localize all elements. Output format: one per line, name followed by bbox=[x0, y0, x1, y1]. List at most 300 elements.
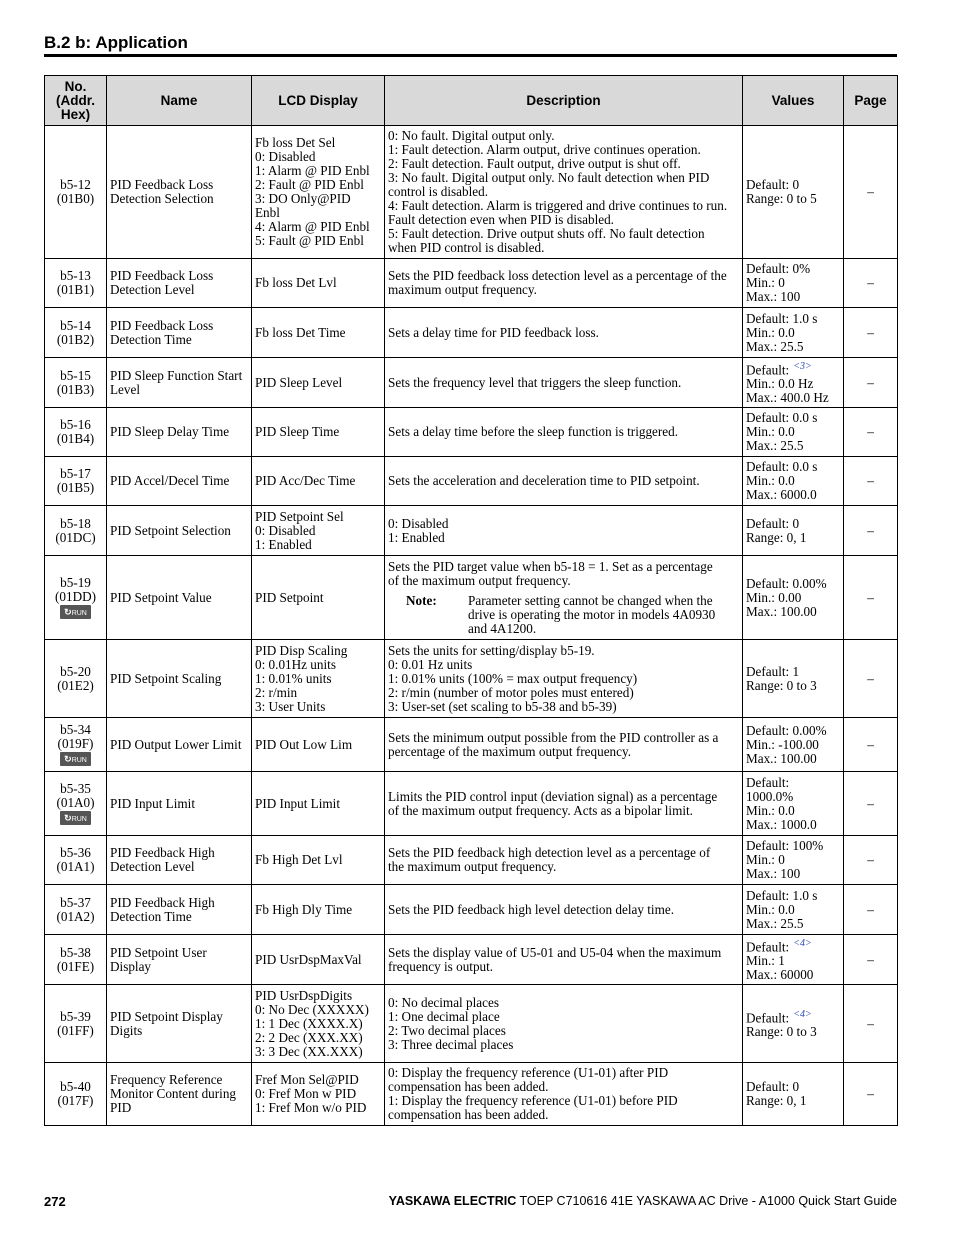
param-name-line: PID Accel/Decel Time bbox=[110, 473, 230, 488]
description-line: Sets the frequency level that triggers the sleep function. bbox=[388, 374, 682, 390]
param-number: b5-40 bbox=[60, 1079, 91, 1094]
table-row bbox=[45, 640, 898, 718]
param-address: (01A2) bbox=[56, 908, 95, 924]
lcd-display-line: 3: 3 Dec (XX.XXX) bbox=[255, 1043, 363, 1059]
param-address: (01FE) bbox=[56, 958, 95, 974]
values-line bbox=[746, 1025, 840, 1039]
param-number: b5-37 bbox=[60, 894, 91, 910]
description-line: Sets a delay time before the sleep function is triggered. bbox=[388, 424, 679, 439]
values-line bbox=[746, 326, 840, 340]
page-ref-cell: – bbox=[844, 718, 898, 772]
lcd-display-line: 4: Alarm @ PID Enbl bbox=[255, 219, 370, 234]
values-text: Max.: 25.5 bbox=[746, 438, 804, 453]
description-line: 1: Display the frequency reference (U1-01) before PID bbox=[388, 1093, 678, 1108]
values-cell bbox=[743, 506, 844, 556]
param-number: b5-19 bbox=[60, 575, 91, 590]
parameter-table bbox=[44, 75, 898, 1126]
description-line: 2: Two decimal places bbox=[388, 1022, 506, 1038]
values-text: Max.: 100.00 bbox=[746, 603, 817, 619]
lcd-display-line: 0: Disabled bbox=[255, 149, 316, 164]
values-cell bbox=[743, 358, 844, 408]
table-row bbox=[45, 836, 898, 885]
page-ref-cell: – bbox=[844, 308, 898, 358]
values-text: Max.: 60000 bbox=[746, 967, 814, 983]
note-text-line: Parameter setting cannot be changed when the bbox=[468, 592, 713, 608]
description-line: 4: Fault detection. Alarm is triggered and drive continues to run. bbox=[388, 198, 728, 213]
param-number: b5-39 bbox=[60, 1008, 91, 1024]
table-row bbox=[45, 935, 898, 985]
description-line: frequency is output. bbox=[388, 958, 494, 974]
param-name-cell bbox=[107, 772, 252, 836]
param-name-cell bbox=[107, 985, 252, 1063]
description-line: 0: Disabled bbox=[388, 515, 449, 531]
description-line: Sets the units for setting/display b5-19. bbox=[388, 642, 595, 658]
param-name-line: PID Feedback High bbox=[110, 894, 215, 910]
lcd-display-line: PID Input Limit bbox=[255, 795, 340, 811]
description-line: Sets a delay time for PID feedback loss. bbox=[388, 324, 599, 340]
page-ref-cell: – bbox=[844, 935, 898, 985]
description-cell bbox=[385, 985, 743, 1063]
values-line bbox=[746, 1080, 840, 1094]
description-line: of the maximum output frequency. bbox=[388, 572, 571, 588]
lcd-display-cell bbox=[252, 885, 385, 935]
values-line bbox=[746, 1094, 840, 1108]
table-row bbox=[45, 1063, 898, 1126]
values-text: Default: bbox=[746, 362, 790, 378]
description-cell bbox=[385, 836, 743, 885]
lcd-display-cell bbox=[252, 358, 385, 408]
values-cell bbox=[743, 126, 844, 259]
page-ref-cell: – bbox=[844, 259, 898, 308]
values-line bbox=[746, 531, 840, 545]
lcd-display-line: 1: Enabled bbox=[255, 536, 312, 552]
values-line bbox=[746, 867, 840, 881]
lcd-display-line: PID Setpoint Sel bbox=[255, 508, 344, 524]
param-name-cell bbox=[107, 408, 252, 457]
values-text: Max.: 1000.0 bbox=[746, 816, 817, 832]
values-text: Default: 0.00% bbox=[746, 722, 827, 738]
param-number: b5-20 bbox=[60, 663, 91, 679]
values-text: Default: bbox=[746, 939, 790, 955]
values-line bbox=[746, 488, 840, 502]
description-line: control is disabled. bbox=[388, 184, 488, 199]
param-address: (01B5) bbox=[56, 480, 95, 495]
description-line: Sets the display value of U5-01 and U5-04 when the maximum bbox=[388, 944, 722, 960]
table-row bbox=[45, 772, 898, 836]
page-ref-cell: – bbox=[844, 985, 898, 1063]
values-cell bbox=[743, 408, 844, 457]
description-line: Sets the PID target value when b5-18 = 1. Set as a percentage bbox=[388, 558, 713, 574]
values-text: Min.: 0 bbox=[746, 275, 785, 290]
lcd-display-line: PID UsrDspDigits bbox=[255, 987, 353, 1003]
values-line bbox=[746, 724, 840, 738]
param-name-cell bbox=[107, 457, 252, 506]
values-line bbox=[746, 290, 840, 304]
description-line: Sets the minimum output possible from the PID controller as a bbox=[388, 729, 719, 745]
lcd-display-line: Fb loss Det Sel bbox=[255, 135, 336, 150]
param-name-cell bbox=[107, 935, 252, 985]
values-text: Min.: -100.00 bbox=[746, 736, 819, 752]
lcd-display-line: 0: Disabled bbox=[255, 522, 316, 538]
header-no bbox=[45, 76, 107, 126]
lcd-display-cell bbox=[252, 506, 385, 556]
values-cell bbox=[743, 718, 844, 772]
values-line bbox=[746, 360, 840, 377]
values-text: Max.: 100 bbox=[746, 866, 801, 881]
values-text: Max.: 100 bbox=[746, 289, 801, 304]
lcd-display-line: Fb High Dly Time bbox=[255, 901, 353, 917]
param-name-line: PID Setpoint User bbox=[110, 944, 207, 960]
header-no-line: Hex) bbox=[60, 106, 91, 122]
description-line: 2: r/min (number of motor poles must entered) bbox=[388, 684, 634, 700]
description-line: when PID control is disabled. bbox=[388, 240, 545, 255]
values-text: Default: 0% bbox=[746, 261, 811, 276]
description-line: 1: Fault detection. Alarm output, drive continues operation. bbox=[388, 142, 701, 157]
description-line: Sets the acceleration and deceleration time to PID setpoint. bbox=[388, 473, 700, 488]
param-number: b5-15 bbox=[60, 367, 91, 383]
param-name-line: PID Output Lower Limit bbox=[110, 736, 242, 752]
values-text: Default: 1 bbox=[746, 663, 800, 679]
values-line bbox=[746, 605, 840, 619]
param-number: b5-35 bbox=[60, 781, 91, 796]
run-icon-glyph: ↻ bbox=[64, 754, 72, 764]
description-cell bbox=[385, 718, 743, 772]
param-name-line: PID Feedback High bbox=[110, 845, 215, 860]
description-line: Sets the PID feedback high detection level as a percentage of bbox=[388, 845, 711, 860]
section-title: B.2 b: Application bbox=[44, 33, 188, 52]
values-text: Min.: 0.00 bbox=[746, 589, 802, 605]
table-row bbox=[45, 506, 898, 556]
values-line bbox=[746, 665, 840, 679]
values-line bbox=[746, 474, 840, 488]
description-line: the maximum output frequency. bbox=[388, 859, 557, 874]
param-number-cell bbox=[45, 259, 107, 308]
param-name-line: PID Feedback Loss bbox=[110, 317, 214, 333]
values-line bbox=[746, 1008, 840, 1025]
description-line: 0: 0.01 Hz units bbox=[388, 656, 473, 672]
lcd-display-cell bbox=[252, 1063, 385, 1126]
values-text: Default: 0 bbox=[746, 1079, 800, 1094]
param-address: (01B2) bbox=[56, 331, 95, 347]
values-line bbox=[746, 839, 840, 853]
page-ref-cell: – bbox=[844, 506, 898, 556]
lcd-display-cell bbox=[252, 772, 385, 836]
description-line: Sets the PID feedback loss detection level as a percentage of the bbox=[388, 268, 727, 283]
description-line: 5: Fault detection. Drive output shuts off. No fault detection bbox=[388, 226, 705, 241]
header-lcd: LCD Display bbox=[252, 76, 385, 126]
param-name-line: Level bbox=[110, 381, 141, 397]
values-text: Range: 0 to 3 bbox=[746, 677, 817, 693]
param-name-cell bbox=[107, 836, 252, 885]
values-line bbox=[746, 411, 840, 425]
values-text: Range: 0, 1 bbox=[746, 1093, 807, 1108]
values-line bbox=[746, 752, 840, 766]
description-line: Limits the PID control input (deviation signal) as a percentage bbox=[388, 788, 718, 804]
description-line: compensation has been added. bbox=[388, 1079, 549, 1094]
values-text: Range: 0 to 3 bbox=[746, 1024, 817, 1040]
values-line bbox=[746, 460, 840, 474]
values-text: Default: 0 bbox=[746, 515, 800, 531]
description-line: 0: No decimal places bbox=[388, 994, 499, 1010]
values-cell bbox=[743, 1063, 844, 1126]
param-name-line: Frequency Reference bbox=[110, 1072, 223, 1087]
values-line bbox=[746, 738, 840, 752]
description-cell bbox=[385, 772, 743, 836]
param-number: b5-36 bbox=[60, 845, 91, 860]
param-number: b5-16 bbox=[60, 417, 91, 432]
lcd-display-line: PID Out Low Lim bbox=[255, 736, 353, 752]
param-name-line: Detection Level bbox=[110, 859, 195, 874]
param-address: (01B4) bbox=[56, 431, 95, 446]
lcd-display-cell bbox=[252, 985, 385, 1063]
values-line bbox=[746, 178, 840, 192]
param-number-cell bbox=[45, 1063, 107, 1126]
note-text-line: and 4A1200. bbox=[468, 620, 537, 636]
lcd-display-line: 0: No Dec (XXXXX) bbox=[255, 1001, 369, 1017]
param-name-cell bbox=[107, 718, 252, 772]
param-name-line: Detection Time bbox=[110, 908, 192, 924]
values-text: Default: 1.0 s bbox=[746, 310, 818, 326]
values-text: Max.: 100.00 bbox=[746, 750, 817, 766]
values-text: Default: 1.0 s bbox=[746, 887, 818, 903]
lcd-display-cell bbox=[252, 457, 385, 506]
table-row bbox=[45, 885, 898, 935]
param-number: b5-38 bbox=[60, 944, 91, 960]
footnote-reference-link[interactable]: <4> bbox=[793, 937, 812, 949]
values-line bbox=[746, 889, 840, 903]
header-description: Description bbox=[385, 76, 743, 126]
lcd-display-line: 0: 0.01Hz units bbox=[255, 656, 336, 672]
lcd-display-line: PID Sleep Level bbox=[255, 374, 343, 390]
param-number-cell bbox=[45, 885, 107, 935]
table-body bbox=[45, 126, 898, 1126]
param-address: (019F) bbox=[57, 736, 94, 751]
lcd-display-line: Enbl bbox=[255, 205, 280, 220]
page-ref-cell: – bbox=[844, 640, 898, 718]
lcd-display-cell bbox=[252, 556, 385, 640]
lcd-display-cell bbox=[252, 640, 385, 718]
values-cell bbox=[743, 885, 844, 935]
param-number: b5-12 bbox=[60, 177, 91, 192]
page-ref-cell: – bbox=[844, 772, 898, 836]
values-line bbox=[746, 903, 840, 917]
run-icon bbox=[60, 605, 91, 619]
page-ref-cell: – bbox=[844, 126, 898, 259]
values-cell bbox=[743, 259, 844, 308]
run-icon-label: RUN bbox=[71, 816, 87, 823]
description-cell bbox=[385, 935, 743, 985]
page-ref-cell: – bbox=[844, 457, 898, 506]
page-number: 272 bbox=[44, 1194, 66, 1209]
footer-doc-text: TOEP C710616 41E YASKAWA AC Drive - A1000 Quick Start Guide bbox=[516, 1194, 897, 1208]
footnote-reference-link[interactable]: <3> bbox=[793, 360, 812, 372]
param-number: b5-13 bbox=[60, 268, 91, 283]
param-address: (01DD) bbox=[54, 589, 97, 604]
param-name-line: PID Setpoint Scaling bbox=[110, 670, 222, 686]
lcd-display-line: PID Setpoint bbox=[255, 589, 324, 605]
description-cell bbox=[385, 506, 743, 556]
description-line: 3: No fault. Digital output only. No fault detection when PID bbox=[388, 170, 710, 185]
table-row bbox=[45, 308, 898, 358]
param-name-line: Monitor Content during bbox=[110, 1086, 237, 1101]
lcd-display-line: 2: Fault @ PID Enbl bbox=[255, 177, 364, 192]
param-address: (01B0) bbox=[56, 191, 95, 206]
values-cell bbox=[743, 935, 844, 985]
lcd-display-line: Fref Mon Sel@PID bbox=[255, 1072, 359, 1087]
values-line bbox=[746, 312, 840, 326]
lcd-display-line: 0: Fref Mon w PID bbox=[255, 1086, 357, 1101]
table-row bbox=[45, 126, 898, 259]
page-ref-cell: – bbox=[844, 836, 898, 885]
param-address: (01B1) bbox=[56, 282, 95, 297]
page-ref-cell: – bbox=[844, 408, 898, 457]
values-line bbox=[746, 679, 840, 693]
values-text: Range: 0 to 5 bbox=[746, 191, 817, 206]
page-ref-cell: – bbox=[844, 1063, 898, 1126]
values-text: Default: 0.0 s bbox=[746, 459, 818, 474]
values-text: Default: bbox=[746, 1010, 790, 1026]
param-name-cell bbox=[107, 556, 252, 640]
param-name-cell bbox=[107, 1063, 252, 1126]
description-line: 3: User-set (set scaling to b5-38 and b5-39) bbox=[388, 698, 617, 714]
param-name-line: Digits bbox=[110, 1022, 143, 1038]
values-text: Min.: 0.0 bbox=[746, 424, 795, 439]
param-address: (01B3) bbox=[56, 381, 95, 397]
param-number: b5-34 bbox=[60, 722, 91, 737]
param-name-line: PID Sleep Function Start bbox=[110, 367, 243, 383]
param-address: (01A1) bbox=[56, 859, 95, 874]
description-cell bbox=[385, 358, 743, 408]
param-name-cell bbox=[107, 640, 252, 718]
page-ref-cell: – bbox=[844, 885, 898, 935]
values-line bbox=[746, 591, 840, 605]
param-name-cell bbox=[107, 885, 252, 935]
note-label: Note: bbox=[406, 592, 437, 608]
note-text-line: drive is operating the motor in models 4A0930 bbox=[468, 606, 716, 622]
table-row bbox=[45, 718, 898, 772]
param-name-cell bbox=[107, 126, 252, 259]
values-line bbox=[746, 968, 840, 982]
lcd-display-line: 1: Alarm @ PID Enbl bbox=[255, 163, 370, 178]
param-number-cell bbox=[45, 640, 107, 718]
values-line bbox=[746, 776, 840, 790]
lcd-display-line: PID Disp Scaling bbox=[255, 642, 348, 658]
description-line: 1: Enabled bbox=[388, 529, 445, 545]
values-line bbox=[746, 954, 840, 968]
values-cell bbox=[743, 640, 844, 718]
lcd-display-line: 5: Fault @ PID Enbl bbox=[255, 233, 364, 248]
param-name-line: PID Input Limit bbox=[110, 795, 195, 811]
values-text: Min.: 1 bbox=[746, 953, 785, 969]
description-line: Sets the PID feedback high level detection delay time. bbox=[388, 901, 675, 917]
description-cell bbox=[385, 408, 743, 457]
param-name-line: Detection Level bbox=[110, 282, 195, 297]
values-text: Min.: 0.0 bbox=[746, 324, 795, 340]
description-cell bbox=[385, 556, 743, 640]
lcd-display-cell bbox=[252, 408, 385, 457]
note-text bbox=[468, 594, 739, 636]
table-row bbox=[45, 985, 898, 1063]
values-text: Range: 0, 1 bbox=[746, 529, 807, 545]
header-page: Page bbox=[844, 76, 898, 126]
lcd-display-line: PID Acc/Dec Time bbox=[255, 473, 356, 488]
description-line: 0: Display the frequency reference (U1-01) after PID bbox=[388, 1065, 669, 1080]
param-name-line: Detection Selection bbox=[110, 191, 214, 206]
lcd-display-line: 1: 1 Dec (XXXX.X) bbox=[255, 1015, 363, 1031]
table-row bbox=[45, 259, 898, 308]
param-number-cell bbox=[45, 408, 107, 457]
run-icon-label: RUN bbox=[71, 757, 87, 764]
run-icon bbox=[60, 811, 91, 825]
description-line: 2: Fault detection. Fault output, drive output is shut off. bbox=[388, 156, 681, 171]
values-line bbox=[746, 818, 840, 832]
footer-document-title bbox=[389, 1194, 897, 1208]
values-line bbox=[746, 262, 840, 276]
description-line: of the maximum output frequency. Acts as a bipolar limit. bbox=[388, 802, 693, 818]
param-number-cell bbox=[45, 718, 107, 772]
param-name-line: PID bbox=[110, 1100, 132, 1115]
param-name-cell bbox=[107, 259, 252, 308]
values-line bbox=[746, 917, 840, 931]
lcd-display-cell bbox=[252, 259, 385, 308]
page-ref-cell: – bbox=[844, 556, 898, 640]
param-name-line: Display bbox=[110, 958, 152, 974]
param-number-cell bbox=[45, 556, 107, 640]
description-cell bbox=[385, 457, 743, 506]
param-number-cell bbox=[45, 506, 107, 556]
values-text: Max.: 25.5 bbox=[746, 915, 804, 931]
lcd-display-line: 2: r/min bbox=[255, 684, 298, 700]
description-line: 1: 0.01% units (100% = max output frequency) bbox=[388, 670, 638, 686]
param-number: b5-17 bbox=[60, 466, 91, 481]
param-number-cell bbox=[45, 308, 107, 358]
description-cell bbox=[385, 1063, 743, 1126]
param-address: (01E2) bbox=[57, 677, 94, 693]
lcd-display-line: 1: Fref Mon w/o PID bbox=[255, 1100, 367, 1115]
table-row bbox=[45, 358, 898, 408]
description-cell bbox=[385, 640, 743, 718]
table-header-row bbox=[45, 76, 898, 126]
values-line bbox=[746, 577, 840, 591]
values-cell bbox=[743, 556, 844, 640]
param-address: (017F) bbox=[57, 1093, 94, 1108]
lcd-display-line: Fb loss Det Lvl bbox=[255, 275, 337, 290]
values-line bbox=[746, 425, 840, 439]
run-icon-glyph: ↻ bbox=[64, 813, 72, 823]
description-line: maximum output frequency. bbox=[388, 282, 537, 297]
page-ref-cell: – bbox=[844, 358, 898, 408]
description-line: percentage of the maximum output frequency. bbox=[388, 743, 632, 759]
param-number-cell bbox=[45, 457, 107, 506]
description-line: Fault detection even when PID is disabled. bbox=[388, 212, 614, 227]
values-text: Default: 0.0 s bbox=[746, 410, 818, 425]
description-line: 0: No fault. Digital output only. bbox=[388, 128, 555, 143]
values-line bbox=[746, 192, 840, 206]
title-rule bbox=[44, 54, 897, 57]
values-text: Min.: 0.0 Hz bbox=[746, 376, 814, 392]
values-cell bbox=[743, 772, 844, 836]
param-number: b5-14 bbox=[60, 317, 91, 333]
run-icon-label: RUN bbox=[71, 610, 87, 617]
table-row bbox=[45, 457, 898, 506]
values-cell bbox=[743, 308, 844, 358]
values-cell bbox=[743, 457, 844, 506]
param-name-cell bbox=[107, 358, 252, 408]
values-text: Max.: 400.0 Hz bbox=[746, 390, 829, 406]
param-name-line: PID Setpoint Display bbox=[110, 1008, 223, 1024]
footnote-reference-link[interactable]: <4> bbox=[793, 1008, 812, 1020]
description-cell bbox=[385, 259, 743, 308]
